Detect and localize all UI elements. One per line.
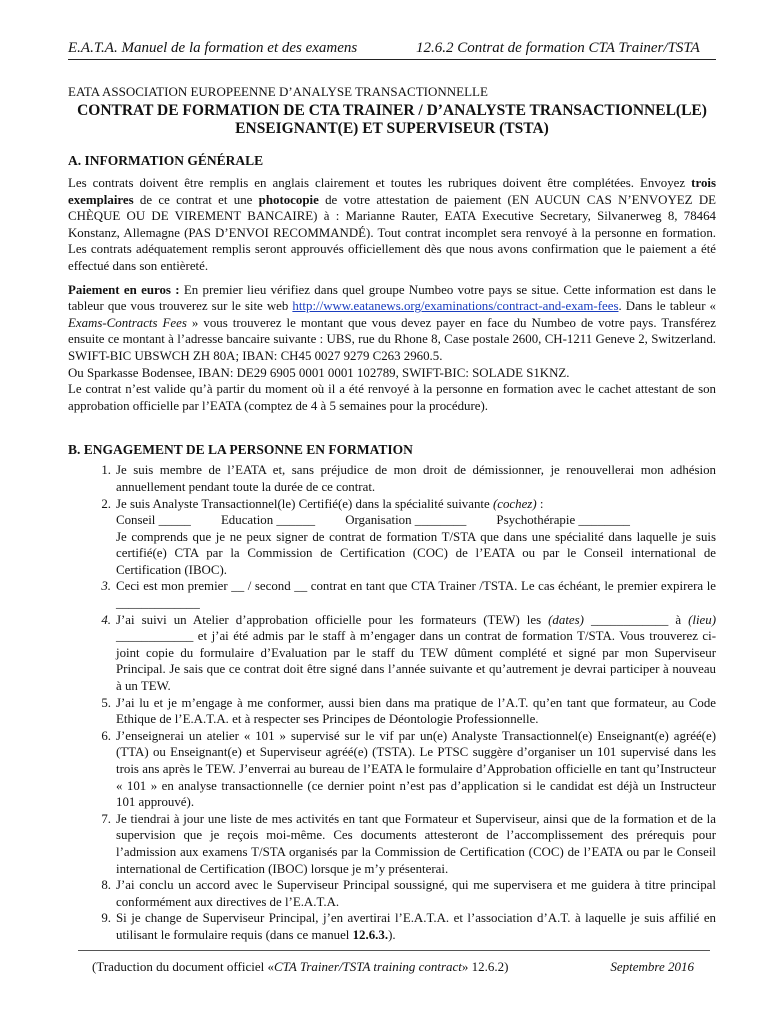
item-9-text-a: Si je change de Superviseur Principal, j’en avertirai l’E.A.T.A. et l’association d’A.T. à laquelle je suis affilié en utilisant le formulaire requis (dans ce manuel	[116, 911, 716, 942]
item-4-text-e: ____________ et j’ai été admis par le staff à m’engager dans un contrat de formation T/STA. Vous trouverez ci-joint copie du formulaire d’Evaluation par le staff du TEW dûment complété et signé par mon Superviseur Principal. Je sais que ce contrat doit être signé dans l’année suivante et qu’autrement je devrai participer à nouveau à un TEW.	[116, 629, 716, 694]
p1-text-c: de ce contrat et une	[133, 192, 259, 207]
commitment-list	[68, 462, 716, 943]
option-conseil[interactable]: Conseil _____	[116, 513, 191, 528]
list-item: 8. J’ai conclu un accord avec le Superviseur Principal soussigné, qui me supervisera et me guidera à titre principal conformément aux directives de l’E.A.T.A.	[101, 878, 716, 909]
list-item: 5. J’ai lu et je m’engage à me conformer, aussi bien dans ma pratique de l’A.T. qu’en tant que formateur, au Code Ethique de l’E.A.T.A. et à respecter ses Principes de Déontologie Professionnelle.	[101, 695, 716, 727]
fees-link[interactable]: http://www.eatanews.org/examinations/contract-and-exam-fees	[292, 299, 619, 314]
item-2-text-d: Je comprends que je ne peux signer de contrat de formation T/STA que dans une spécialité dans laquelle je suis certifié(e) CTA par la Commission de Certification (COC) de l’EATA ou par le Conseil international de Certification (IBOC).	[116, 529, 716, 577]
footer-text-c: » 12.6.2)	[461, 959, 509, 974]
section-a-heading: A. INFORMATION GÉNÉRALE	[68, 153, 264, 168]
item-6-text: J’enseignerai un atelier « 101 » supervisé sur le vif par un(e) Analyste Transactionnel(e) Enseignant(e) agréé(e) (TTA) ou Enseignant(e) et Superviseur agréé(e) (TSTA). Le PTSC suggère d’organiser un 101 supervisé dans les trois ans après le TEW. J’enverrai au bureau de l’EATA le formulaire d’Approbation officielle en tant qu’Instructeur « 101 » en analyse transactionnelle (ce dernier point n’est pas d’application si le candidat est déjà un Instructeur 101 approuvé).	[116, 728, 716, 810]
item-3-text: Ceci est mon premier __ / second __ contrat en tant que CTA Trainer /TSTA. Le cas échéant, le premier expirera le _____________	[116, 579, 716, 611]
document-page	[68, 38, 716, 944]
p1-bold-copies: trois exemplaires	[68, 176, 716, 207]
item-4-dates-label: (dates)	[548, 612, 584, 627]
item-8-text: J’ai conclu un accord avec le Superviseur Principal soussigné, qui me supervisera et me guidera à titre principal conformément aux directives de l’E.A.T.A.	[116, 878, 716, 909]
item-4-text-a: J’ai suivi un Atelier d’approbation officielle pour les formateurs (TEW) les	[116, 612, 549, 627]
footer-divider	[78, 950, 710, 951]
section-a-paragraph-validity: Le contrat n’est valide qu’à partir du moment où il a été renvoyé à la personne en formation avec le cachet attestant de son approbation officielle par l’EATA (comptez de 4 à 5 semaines pour la procédure).	[68, 382, 716, 413]
contract-title-line-1: CONTRAT DE FORMATION DE CTA TRAINER / D’ANALYSTE TRANSACTIONNEL(LE)	[77, 102, 707, 119]
p1-bold-photocopy: photocopie	[258, 192, 319, 207]
payment-text-e: » vous trouverez le montant que vous devez payer en face du Numbeo de votre pays. Transférez ensuite ce montant à l’adresse bancaire suivante : UBS, rue du Rhone 8, Case postale 2600, CH-1211 Geneve 2, Switzerland. SWIFT-BIC UBSWCH ZH 80A; IBAN: CH45 0027 9279 C263 2960.5.	[68, 315, 716, 363]
item-4-place-label: (lieu)	[688, 612, 717, 627]
item-1-text: Je suis membre de l’EATA et, sans préjudice de mon droit de démissionner, je renouvellerai mon adhésion annuellement pendant toute la durée de ce contrat.	[116, 463, 716, 494]
footer-date: Septembre 2016	[610, 959, 694, 974]
p1-text-e: de votre attestation de paiement (EN AUCUN CAS N’ENVOYEZ DE CHÈQUE OU DE VIREMENT BANCAIRE) à : Marianne Rauter, EATA Executive Secretary, Silvanerweg 8, 78464 Konstanz, Allemagne (PAS D’ENVOI RECOMMANDÉ). Tout contrat incomplet sera renvoyé à la personne en formation. Les contrats adéquatement remplis seront approuvés officiellement dès que nous avons confirmation que le paiement a été effectué dans son entièreté.	[68, 192, 717, 273]
payment-label: Paiement en euros :	[68, 282, 180, 297]
header-section-title: 12.6.2 Contrat de formation CTA Trainer/TSTA	[416, 40, 700, 56]
organization-name: EATA ASSOCIATION EUROPEENNE D’ANALYSE TRANSACTIONNELLE	[68, 84, 488, 99]
option-education[interactable]: Education ______	[220, 513, 316, 528]
item-2-text-c: :	[536, 496, 544, 511]
contract-title-line-2: ENSEIGNANT(E) ET SUPERVISEUR (TSTA)	[235, 120, 549, 137]
item-4-text-c: ____________ à	[583, 612, 689, 627]
section-a-paragraph-1	[68, 175, 716, 275]
item-2-check-hint: (cochez)	[492, 496, 537, 511]
contract-title	[68, 102, 716, 138]
list-item: 2. Je suis Analyste Transactionnel(le) Certifié(e) dans la spécialité suivante (cochez) : Conseil _____ Education ______ Organisation ________ Psychothérapie ________ Je comprends que je ne peux signer de contrat de formation T/STA que dans une spécialité dans laquelle je suis certifié(e) CTA par la Commission de Certification (COC) de l’EATA ou par le Conseil international de Certification (IBOC).	[101, 496, 716, 577]
option-organisation[interactable]: Organisation ________	[345, 513, 467, 528]
section-a-paragraph-sparkasse: Ou Sparkasse Bodensee, IBAN: DE29 6905 0001 0001 102789, SWIFT-BIC: SOLADE S1KNZ.	[68, 365, 570, 380]
item-5-text: J’ai lu et je m’engage à me conformer, aussi bien dans ma pratique de l’A.T. qu’en tant que formateur, au Code Ethique de l’E.A.T.A. et à respecter ses Principes de Déontologie Professionnelle.	[116, 695, 716, 727]
page-footer	[92, 958, 694, 976]
option-psychotherapie[interactable]: Psychothérapie ________	[496, 513, 630, 528]
item-9-manual-ref: 12.6.3.	[352, 927, 389, 942]
list-item: 6. J’enseignerai un atelier « 101 » supervisé sur le vif par un(e) Analyste Transactionnel(e) Enseignant(e) agréé(e) (TTA) ou Enseignant(e) et Superviseur agréé(e) (TSTA). Le PTSC suggère d’organiser un 101 supervisé dans les trois ans après le TEW. J’enverrai au bureau de l’EATA le formulaire d’Approbation officielle en tant qu’Instructeur « 101 » en analyse transactionnelle (ce dernier point n’est pas d’application si le candidat est déjà un Instructeur 101 approuvé).	[101, 728, 716, 810]
item-9-text-c: ).	[388, 927, 396, 942]
list-item: 1. Je suis membre de l’EATA et, sans préjudice de mon droit de démissionner, je renouvellerai mon adhésion annuellement pendant toute la durée de ce contrat.	[101, 463, 716, 494]
item-2-text-a: Je suis Analyste Transactionnel(le) Certifié(e) dans la spécialité suivante	[116, 496, 493, 511]
list-item: 7. Je tiendrai à jour une liste de mes activités en tant que Formateur et Superviseur, ainsi que de la formation et de la supervision que je reçois moi-même. Ces documents attesteront de l’accomplissement des prérequis pour l’admission aux examens T/STA organisés par la Commission de Certification (COC) de l’EATA ou par le Conseil international de Certification (IBOC) lorsque je m’y présenterai.	[101, 811, 716, 876]
payment-text-b: En premier lieu vérifiez dans quel groupe Numbeo votre pays se situe. Cette information est dans le tableur que vous trouverez sur le site web	[68, 282, 716, 314]
footer-text-a: (Traduction du document officiel «	[92, 959, 274, 974]
list-item: 9. Si je change de Superviseur Principal, j’en avertirai l’E.A.T.A. et l’association d’A.T. à laquelle je suis affilié en utilisant le formulaire requis (dans ce manuel 12.6.3.).	[101, 911, 716, 942]
page-header	[68, 38, 716, 60]
payment-text-c: . Dans le tableur «	[618, 299, 716, 314]
p1-text-a: Les contrats doivent être remplis en anglais clairement et toutes les rubriques doivent être complétées. Envoyez	[68, 176, 692, 190]
payment-sheet-name: Exams-Contracts Fees	[68, 315, 187, 330]
footer-doc-title: CTA Trainer/TSTA training contract	[273, 959, 462, 974]
footer-translation-note	[92, 958, 509, 976]
list-item: 3. Ceci est mon premier __ / second __ contrat en tant que CTA Trainer /TSTA. Le cas échéant, le premier expirera le _____________	[101, 579, 716, 611]
list-item: 4. J’ai suivi un Atelier d’approbation officielle pour les formateurs (TEW) les (dates) ____________ à (lieu) ____________ et j’ai été admis par le staff à m’engager dans un contrat de formation T/STA. Vous trouverez ci-joint copie du formulaire d’Evaluation par le staff du TEW dûment complété et signé par mon Superviseur Principal. Je sais que ce contrat doit être signé dans l’année suivante et qu’autrement je devrai participer à nouveau à un TEW.	[101, 612, 717, 694]
header-manual-title: E.A.T.A. Manuel de la formation et des examens	[68, 40, 358, 56]
specialty-options	[116, 512, 716, 529]
section-b-heading: B. ENGAGEMENT DE LA PERSONNE EN FORMATION	[68, 442, 413, 458]
section-a-paragraph-payment	[68, 282, 716, 365]
item-7-text: Je tiendrai à jour une liste de mes activités en tant que Formateur et Superviseur, ainsi que de la formation et de la supervision que je reçois moi-même. Ces documents attesteront de l’accomplissement des prérequis pour l’admission aux examens T/STA organisés par la Commission de Certification (COC) de l’EATA ou par le Conseil international de Certification (IBOC) lorsque je m’y présenterai.	[116, 811, 716, 876]
